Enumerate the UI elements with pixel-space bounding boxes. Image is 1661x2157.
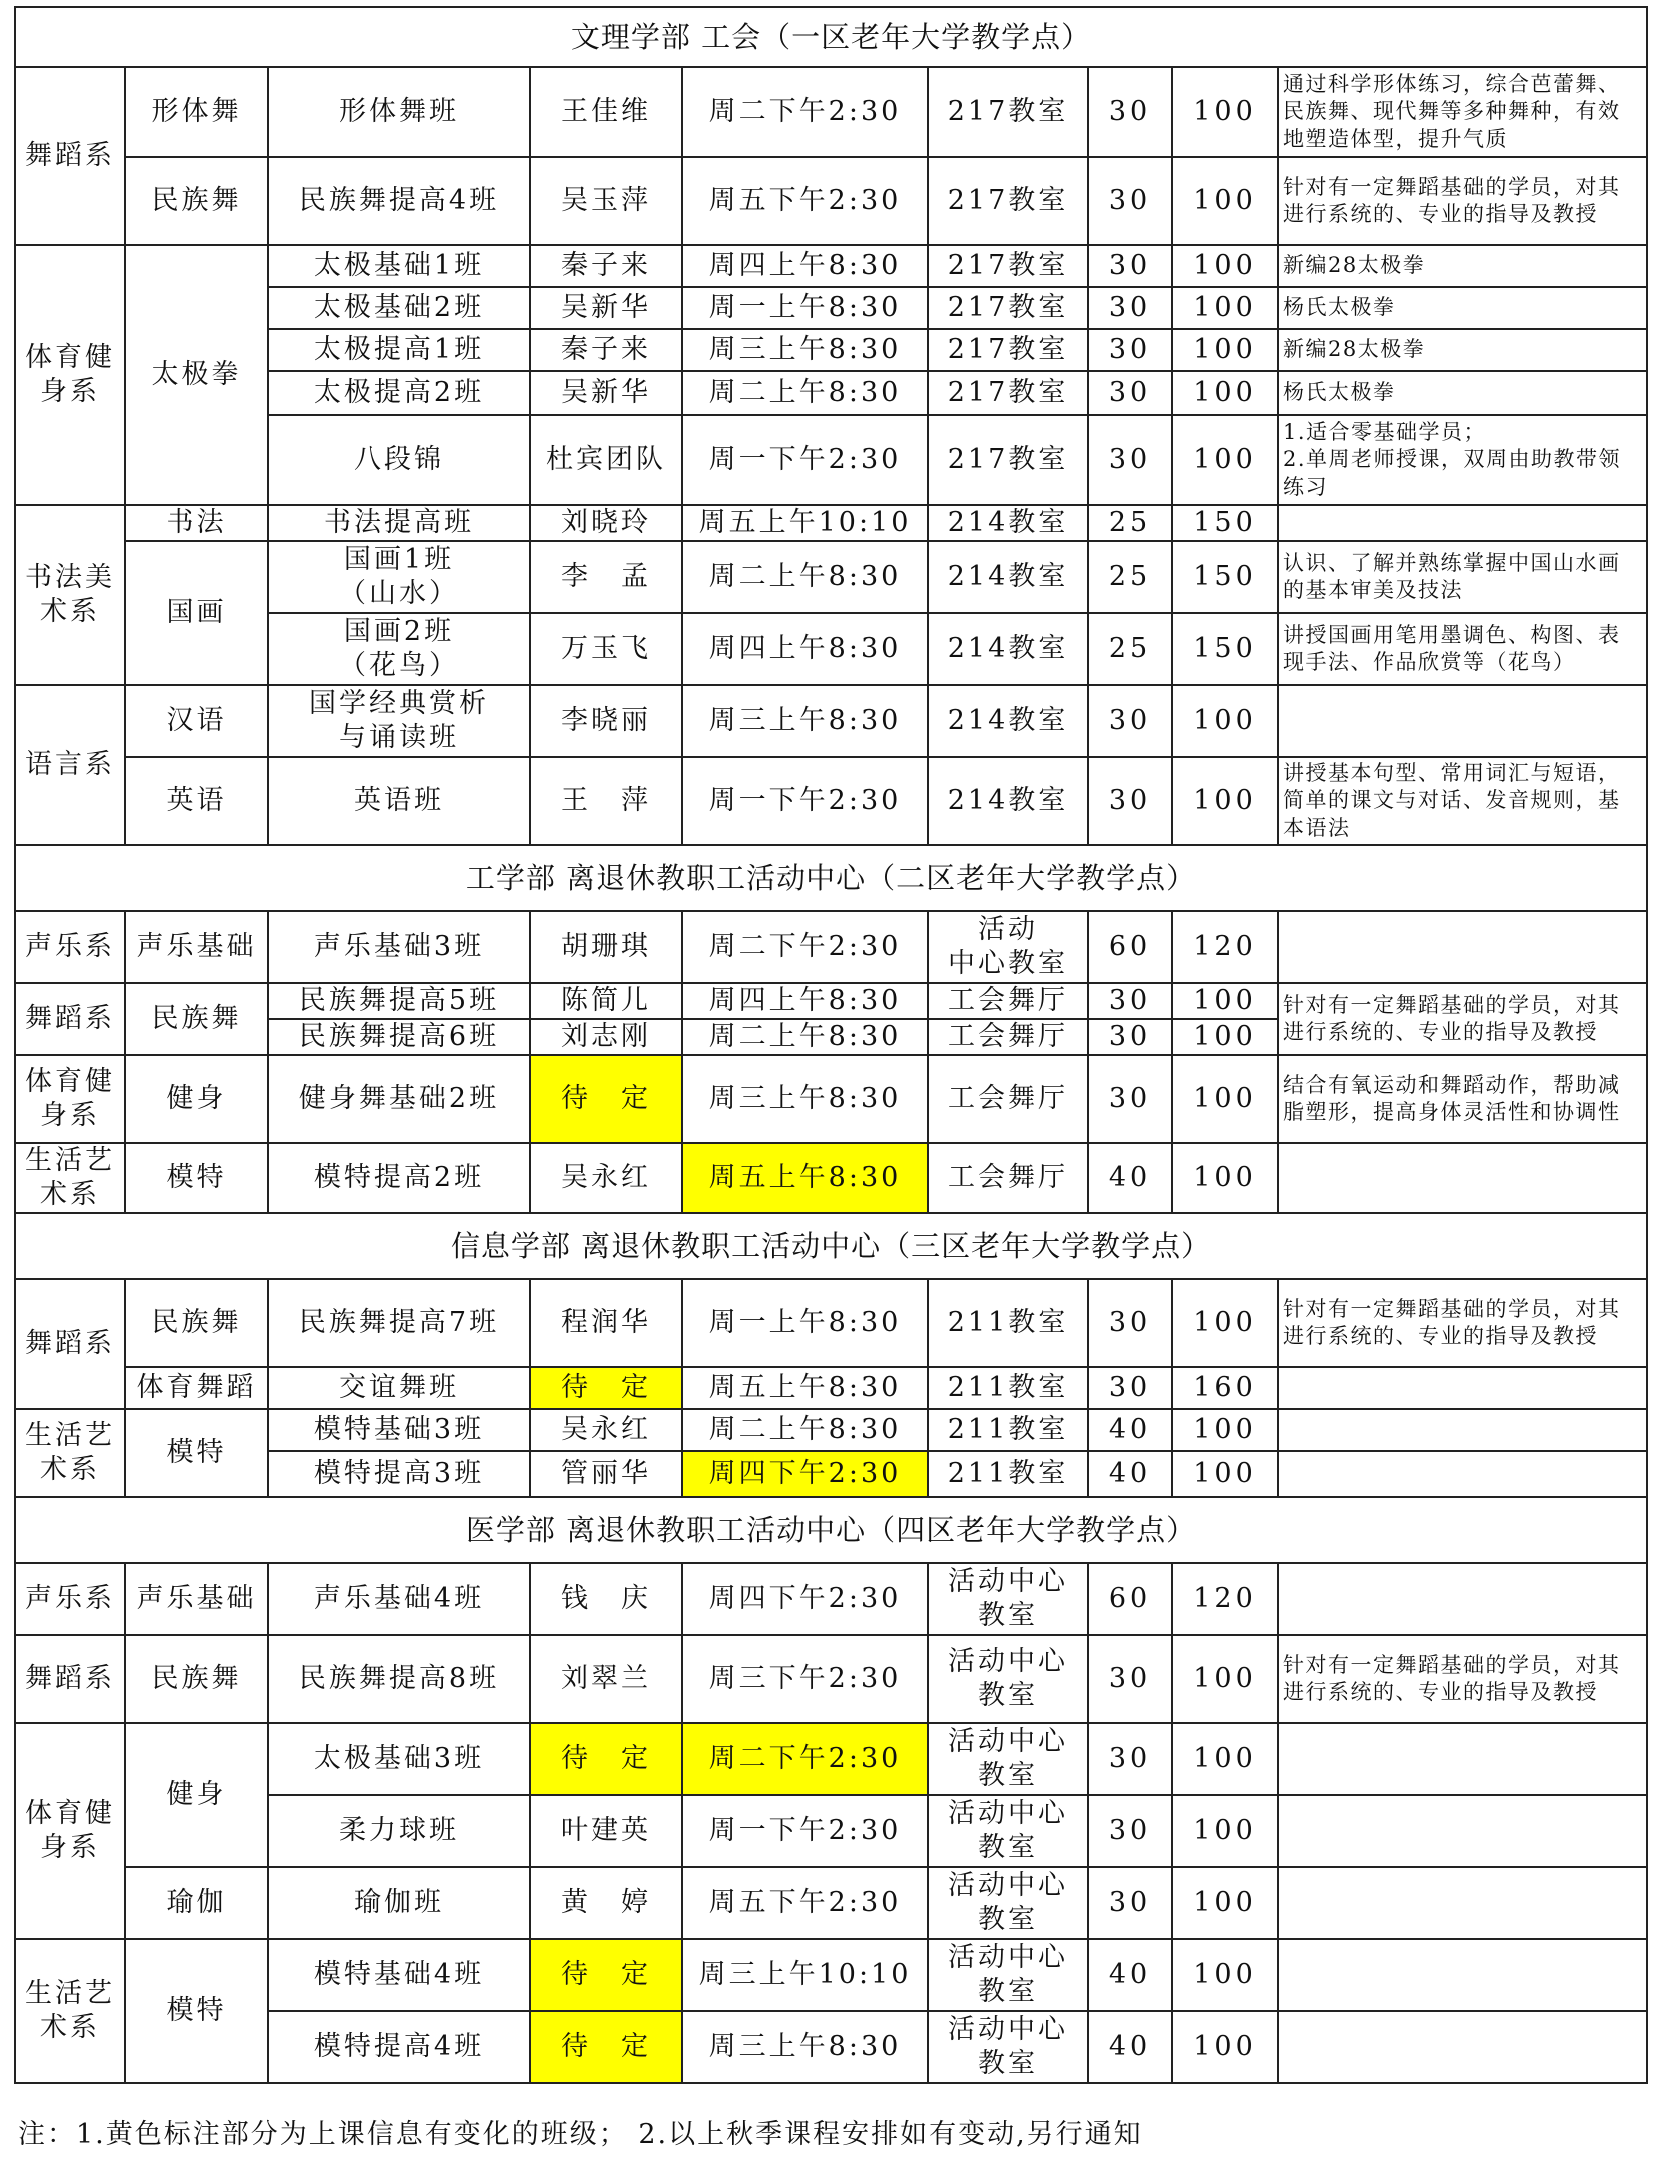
fee-cell: 100 (1172, 1723, 1278, 1795)
table-row (15, 983, 1647, 1019)
section-header-row (15, 845, 1647, 911)
class-hours-cell: 60 (1088, 1563, 1172, 1635)
fee-cell: 100 (1172, 1409, 1278, 1451)
fee-cell: 100 (1172, 2011, 1278, 2083)
description-cell: 新编28太极拳 (1278, 329, 1647, 371)
description-cell: 认识、了解并熟练掌握中国山水画的基本审美及技法 (1278, 541, 1647, 613)
classroom-cell: 活动中心 教室 (928, 2011, 1088, 2083)
course-schedule-table (14, 6, 1648, 2084)
class-hours-cell: 40 (1088, 1939, 1172, 2011)
class-name-cell: 太极基础1班 (268, 245, 530, 287)
classroom-cell: 217教室 (928, 245, 1088, 287)
table-row (15, 245, 1647, 287)
schedule-time-cell: 周二上午8:30 (682, 371, 928, 415)
classroom-cell: 217教室 (928, 157, 1088, 245)
schedule-time-cell: 周二下午2:30 (682, 1723, 928, 1795)
fee-cell: 100 (1172, 245, 1278, 287)
department-cell: 体育健身系 (15, 245, 125, 505)
course-cell: 国画 (125, 541, 268, 685)
fee-cell: 100 (1172, 685, 1278, 757)
description-cell: 杨氏太极拳 (1278, 371, 1647, 415)
schedule-time-cell: 周三下午2:30 (682, 1635, 928, 1723)
teacher-cell: 吴永红 (530, 1409, 682, 1451)
course-cell: 民族舞 (125, 1279, 268, 1367)
fee-cell: 100 (1172, 1143, 1278, 1213)
class-name-cell: 模特提高4班 (268, 2011, 530, 2083)
table-row (15, 67, 1647, 157)
table-row (15, 1939, 1647, 2011)
class-hours-cell: 40 (1088, 1143, 1172, 1213)
section-title: 医学部 离退休教职工活动中心（四区老年大学教学点） (15, 1497, 1647, 1563)
teacher-cell: 刘翠兰 (530, 1635, 682, 1723)
teacher-cell: 王佳维 (530, 67, 682, 157)
schedule-time-cell: 周二上午8:30 (682, 1019, 928, 1055)
schedule-time-cell: 周四下午2:30 (682, 1451, 928, 1497)
fee-cell: 160 (1172, 1367, 1278, 1409)
class-hours-cell: 30 (1088, 1367, 1172, 1409)
class-hours-cell: 30 (1088, 1867, 1172, 1939)
class-name-cell: 模特基础3班 (268, 1409, 530, 1451)
description-cell: 讲授国画用笔用墨调色、构图、表现手法、作品欣赏等（花鸟） (1278, 613, 1647, 685)
table-row (15, 157, 1647, 245)
classroom-cell: 214教室 (928, 613, 1088, 685)
class-name-cell: 国画2班 （花鸟） (268, 613, 530, 685)
class-name-cell: 太极提高1班 (268, 329, 530, 371)
section-header-row (15, 7, 1647, 67)
class-hours-cell: 40 (1088, 2011, 1172, 2083)
schedule-time-cell: 周三上午8:30 (682, 685, 928, 757)
department-cell: 书法美术系 (15, 505, 125, 685)
teacher-cell: 秦子来 (530, 329, 682, 371)
description-cell: 针对有一定舞蹈基础的学员，对其进行系统的、专业的指导及教授 (1278, 1279, 1647, 1367)
class-hours-cell: 30 (1088, 329, 1172, 371)
teacher-cell: 黄 婷 (530, 1867, 682, 1939)
classroom-cell: 工会舞厅 (928, 1143, 1088, 1213)
classroom-cell: 217教室 (928, 329, 1088, 371)
class-hours-cell: 30 (1088, 67, 1172, 157)
department-cell: 舞蹈系 (15, 1635, 125, 1723)
fee-cell: 100 (1172, 1795, 1278, 1867)
course-cell: 模特 (125, 1143, 268, 1213)
class-name-cell: 民族舞提高4班 (268, 157, 530, 245)
description-cell (1278, 1409, 1647, 1451)
classroom-cell: 211教室 (928, 1367, 1088, 1409)
schedule-time-cell: 周四上午8:30 (682, 983, 928, 1019)
course-cell: 体育舞蹈 (125, 1367, 268, 1409)
section-title: 文理学部 工会（一区老年大学教学点） (15, 7, 1647, 67)
class-hours-cell: 30 (1088, 245, 1172, 287)
class-hours-cell: 30 (1088, 1795, 1172, 1867)
teacher-cell: 钱 庆 (530, 1563, 682, 1635)
class-hours-cell: 30 (1088, 1019, 1172, 1055)
class-name-cell: 民族舞提高5班 (268, 983, 530, 1019)
fee-cell: 100 (1172, 1451, 1278, 1497)
description-cell (1278, 2011, 1647, 2083)
description-cell: 针对有一定舞蹈基础的学员，对其进行系统的、专业的指导及教授 (1278, 1635, 1647, 1723)
fee-cell: 100 (1172, 415, 1278, 505)
teacher-cell: 万玉飞 (530, 613, 682, 685)
fee-cell: 100 (1172, 1867, 1278, 1939)
fee-cell: 100 (1172, 1019, 1278, 1055)
table-row (15, 1279, 1647, 1367)
classroom-cell: 活动中心 教室 (928, 1867, 1088, 1939)
course-cell: 健身 (125, 1055, 268, 1143)
fee-cell: 150 (1172, 541, 1278, 613)
teacher-cell: 吴新华 (530, 371, 682, 415)
course-cell: 声乐基础 (125, 1563, 268, 1635)
teacher-cell: 待 定 (530, 1367, 682, 1409)
description-cell (1278, 1795, 1647, 1867)
teacher-cell: 王 萍 (530, 757, 682, 845)
description-cell (1278, 1451, 1647, 1497)
description-cell: 讲授基本句型、常用词汇与短语，简单的课文与对话、发音规则，基本语法 (1278, 757, 1647, 845)
class-hours-cell: 25 (1088, 541, 1172, 613)
schedule-time-cell: 周三上午8:30 (682, 2011, 928, 2083)
course-cell: 民族舞 (125, 983, 268, 1055)
description-cell: 新编28太极拳 (1278, 245, 1647, 287)
class-hours-cell: 30 (1088, 287, 1172, 329)
classroom-cell: 211教室 (928, 1279, 1088, 1367)
department-cell: 舞蹈系 (15, 983, 125, 1055)
department-cell: 体育健身系 (15, 1723, 125, 1939)
schedule-time-cell: 周一下午2:30 (682, 1795, 928, 1867)
table-row (15, 1055, 1647, 1143)
schedule-time-cell: 周一上午8:30 (682, 1279, 928, 1367)
schedule-time-cell: 周一下午2:30 (682, 757, 928, 845)
class-name-cell: 太极基础3班 (268, 1723, 530, 1795)
classroom-cell: 214教室 (928, 685, 1088, 757)
fee-cell: 120 (1172, 911, 1278, 983)
class-name-cell: 太极提高2班 (268, 371, 530, 415)
fee-cell: 100 (1172, 983, 1278, 1019)
description-cell (1278, 1939, 1647, 2011)
table-row (15, 757, 1647, 845)
fee-cell: 150 (1172, 505, 1278, 541)
classroom-cell: 214教室 (928, 757, 1088, 845)
schedule-time-cell: 周四下午2:30 (682, 1563, 928, 1635)
fee-cell: 100 (1172, 157, 1278, 245)
section-title: 工学部 离退休教职工活动中心（二区老年大学教学点） (15, 845, 1647, 911)
schedule-time-cell: 周二上午8:30 (682, 541, 928, 613)
description-cell: 针对有一定舞蹈基础的学员，对其进行系统的、专业的指导及教授 (1278, 983, 1647, 1055)
department-cell: 声乐系 (15, 911, 125, 983)
class-hours-cell: 30 (1088, 757, 1172, 845)
table-row (15, 1563, 1647, 1635)
class-hours-cell: 40 (1088, 1409, 1172, 1451)
classroom-cell: 217教室 (928, 371, 1088, 415)
course-cell: 声乐基础 (125, 911, 268, 983)
teacher-cell: 刘晓玲 (530, 505, 682, 541)
class-name-cell: 交谊舞班 (268, 1367, 530, 1409)
teacher-cell: 叶建英 (530, 1795, 682, 1867)
fee-cell: 100 (1172, 67, 1278, 157)
course-cell: 模特 (125, 1409, 268, 1497)
class-name-cell: 国画1班 （山水） (268, 541, 530, 613)
fee-cell: 100 (1172, 1939, 1278, 2011)
classroom-cell: 214教室 (928, 541, 1088, 613)
class-hours-cell: 25 (1088, 505, 1172, 541)
classroom-cell: 活动中心 教室 (928, 1939, 1088, 2011)
class-name-cell: 模特基础4班 (268, 1939, 530, 2011)
class-hours-cell: 25 (1088, 613, 1172, 685)
class-hours-cell: 30 (1088, 685, 1172, 757)
classroom-cell: 217教室 (928, 67, 1088, 157)
description-cell: 结合有氧运动和舞蹈动作，帮助减脂塑形，提高身体灵活性和协调性 (1278, 1055, 1647, 1143)
description-cell (1278, 1563, 1647, 1635)
class-name-cell: 民族舞提高6班 (268, 1019, 530, 1055)
department-cell: 语言系 (15, 685, 125, 845)
class-hours-cell: 30 (1088, 1723, 1172, 1795)
description-cell (1278, 1723, 1647, 1795)
class-hours-cell: 30 (1088, 1055, 1172, 1143)
class-name-cell: 民族舞提高8班 (268, 1635, 530, 1723)
classroom-cell: 活动中心 教室 (928, 1723, 1088, 1795)
classroom-cell: 活动中心 教室 (928, 1635, 1088, 1723)
schedule-time-cell: 周一上午8:30 (682, 287, 928, 329)
description-cell (1278, 505, 1647, 541)
classroom-cell: 217教室 (928, 415, 1088, 505)
class-name-cell: 声乐基础3班 (268, 911, 530, 983)
class-name-cell: 模特提高2班 (268, 1143, 530, 1213)
classroom-cell: 活动中心 教室 (928, 1563, 1088, 1635)
description-cell: 杨氏太极拳 (1278, 287, 1647, 329)
description-cell (1278, 1367, 1647, 1409)
classroom-cell: 214教室 (928, 505, 1088, 541)
fee-cell: 100 (1172, 371, 1278, 415)
course-cell: 健身 (125, 1723, 268, 1867)
course-cell: 形体舞 (125, 67, 268, 157)
classroom-cell: 工会舞厅 (928, 1019, 1088, 1055)
table-row (15, 1635, 1647, 1723)
teacher-cell: 李晓丽 (530, 685, 682, 757)
classroom-cell: 211教室 (928, 1451, 1088, 1497)
class-name-cell: 模特提高3班 (268, 1451, 530, 1497)
schedule-time-cell: 周三上午8:30 (682, 329, 928, 371)
class-hours-cell: 40 (1088, 1451, 1172, 1497)
table-row (15, 505, 1647, 541)
class-name-cell: 民族舞提高7班 (268, 1279, 530, 1367)
teacher-cell: 李 孟 (530, 541, 682, 613)
course-cell: 民族舞 (125, 157, 268, 245)
description-cell: 通过科学形体练习，综合芭蕾舞、民族舞、现代舞等多种舞种，有效地塑造体型，提升气质 (1278, 67, 1647, 157)
footnote: 注：1.黄色标注部分为上课信息有变化的班级； 2.以上秋季课程安排如有变动,另行通知 (18, 2119, 1143, 2150)
table-row (15, 1409, 1647, 1451)
class-hours-cell: 30 (1088, 157, 1172, 245)
classroom-cell: 工会舞厅 (928, 1055, 1088, 1143)
classroom-cell: 211教室 (928, 1409, 1088, 1451)
department-cell: 生活艺术系 (15, 1939, 125, 2083)
class-name-cell: 形体舞班 (268, 67, 530, 157)
teacher-cell: 陈简儿 (530, 983, 682, 1019)
department-cell: 舞蹈系 (15, 67, 125, 245)
fee-cell: 100 (1172, 757, 1278, 845)
description-cell (1278, 911, 1647, 983)
class-name-cell: 柔力球班 (268, 1795, 530, 1867)
classroom-cell: 217教室 (928, 287, 1088, 329)
table-row (15, 1723, 1647, 1795)
schedule-time-cell: 周四上午8:30 (682, 613, 928, 685)
course-cell: 英语 (125, 757, 268, 845)
class-name-cell: 健身舞基础2班 (268, 1055, 530, 1143)
teacher-cell: 吴玉萍 (530, 157, 682, 245)
course-cell: 太极拳 (125, 245, 268, 505)
table-row (15, 1867, 1647, 1939)
teacher-cell: 程润华 (530, 1279, 682, 1367)
description-cell: 针对有一定舞蹈基础的学员，对其进行系统的、专业的指导及教授 (1278, 157, 1647, 245)
department-cell: 生活艺术系 (15, 1143, 125, 1213)
class-hours-cell: 30 (1088, 371, 1172, 415)
schedule-time-cell: 周二下午2:30 (682, 911, 928, 983)
course-cell: 瑜伽 (125, 1867, 268, 1939)
table-row (15, 541, 1647, 613)
description-cell (1278, 1867, 1647, 1939)
classroom-cell: 活动 中心教室 (928, 911, 1088, 983)
fee-cell: 100 (1172, 1055, 1278, 1143)
schedule-time-cell: 周二下午2:30 (682, 67, 928, 157)
schedule-time-cell: 周四上午8:30 (682, 245, 928, 287)
section-header-row (15, 1497, 1647, 1563)
schedule-time-cell: 周三上午10:10 (682, 1939, 928, 2011)
schedule-time-cell: 周五上午10:10 (682, 505, 928, 541)
class-name-cell: 书法提高班 (268, 505, 530, 541)
teacher-cell: 吴新华 (530, 287, 682, 329)
teacher-cell: 待 定 (530, 2011, 682, 2083)
class-name-cell: 声乐基础4班 (268, 1563, 530, 1635)
table-row (15, 911, 1647, 983)
department-cell: 舞蹈系 (15, 1279, 125, 1409)
fee-cell: 100 (1172, 287, 1278, 329)
table-row (15, 1367, 1647, 1409)
class-hours-cell: 30 (1088, 1279, 1172, 1367)
teacher-cell: 吴永红 (530, 1143, 682, 1213)
description-cell (1278, 685, 1647, 757)
schedule-time-cell: 周五上午8:30 (682, 1143, 928, 1213)
class-hours-cell: 30 (1088, 983, 1172, 1019)
fee-cell: 100 (1172, 329, 1278, 371)
class-name-cell: 瑜伽班 (268, 1867, 530, 1939)
fee-cell: 100 (1172, 1635, 1278, 1723)
class-name-cell: 英语班 (268, 757, 530, 845)
fee-cell: 120 (1172, 1563, 1278, 1635)
course-cell: 汉语 (125, 685, 268, 757)
fee-cell: 150 (1172, 613, 1278, 685)
schedule-time-cell: 周五下午2:30 (682, 157, 928, 245)
class-hours-cell: 30 (1088, 1635, 1172, 1723)
table-row (15, 1143, 1647, 1213)
class-hours-cell: 30 (1088, 415, 1172, 505)
department-cell: 声乐系 (15, 1563, 125, 1635)
class-name-cell: 八段锦 (268, 415, 530, 505)
teacher-cell: 待 定 (530, 1939, 682, 2011)
teacher-cell: 管丽华 (530, 1451, 682, 1497)
schedule-time-cell: 周三上午8:30 (682, 1055, 928, 1143)
schedule-time-cell: 周一下午2:30 (682, 415, 928, 505)
class-name-cell: 太极基础2班 (268, 287, 530, 329)
description-cell (1278, 1143, 1647, 1213)
teacher-cell: 胡珊琪 (530, 911, 682, 983)
schedule-time-cell: 周五上午8:30 (682, 1367, 928, 1409)
department-cell: 生活艺术系 (15, 1409, 125, 1497)
classroom-cell: 活动中心 教室 (928, 1795, 1088, 1867)
section-header-row (15, 1213, 1647, 1279)
fee-cell: 100 (1172, 1279, 1278, 1367)
course-cell: 民族舞 (125, 1635, 268, 1723)
course-cell: 模特 (125, 1939, 268, 2083)
teacher-cell: 秦子来 (530, 245, 682, 287)
schedule-time-cell: 周二上午8:30 (682, 1409, 928, 1451)
class-hours-cell: 60 (1088, 911, 1172, 983)
classroom-cell: 工会舞厅 (928, 983, 1088, 1019)
table-row (15, 685, 1647, 757)
department-cell: 体育健身系 (15, 1055, 125, 1143)
section-title: 信息学部 离退休教职工活动中心（三区老年大学教学点） (15, 1213, 1647, 1279)
class-name-cell: 国学经典赏析 与诵读班 (268, 685, 530, 757)
teacher-cell: 刘志刚 (530, 1019, 682, 1055)
teacher-cell: 待 定 (530, 1723, 682, 1795)
teacher-cell: 待 定 (530, 1055, 682, 1143)
description-cell: 1.适合零基础学员； 2.单周老师授课，双周由助教带领练习 (1278, 415, 1647, 505)
teacher-cell: 杜宾团队 (530, 415, 682, 505)
course-cell: 书法 (125, 505, 268, 541)
schedule-time-cell: 周五下午2:30 (682, 1867, 928, 1939)
